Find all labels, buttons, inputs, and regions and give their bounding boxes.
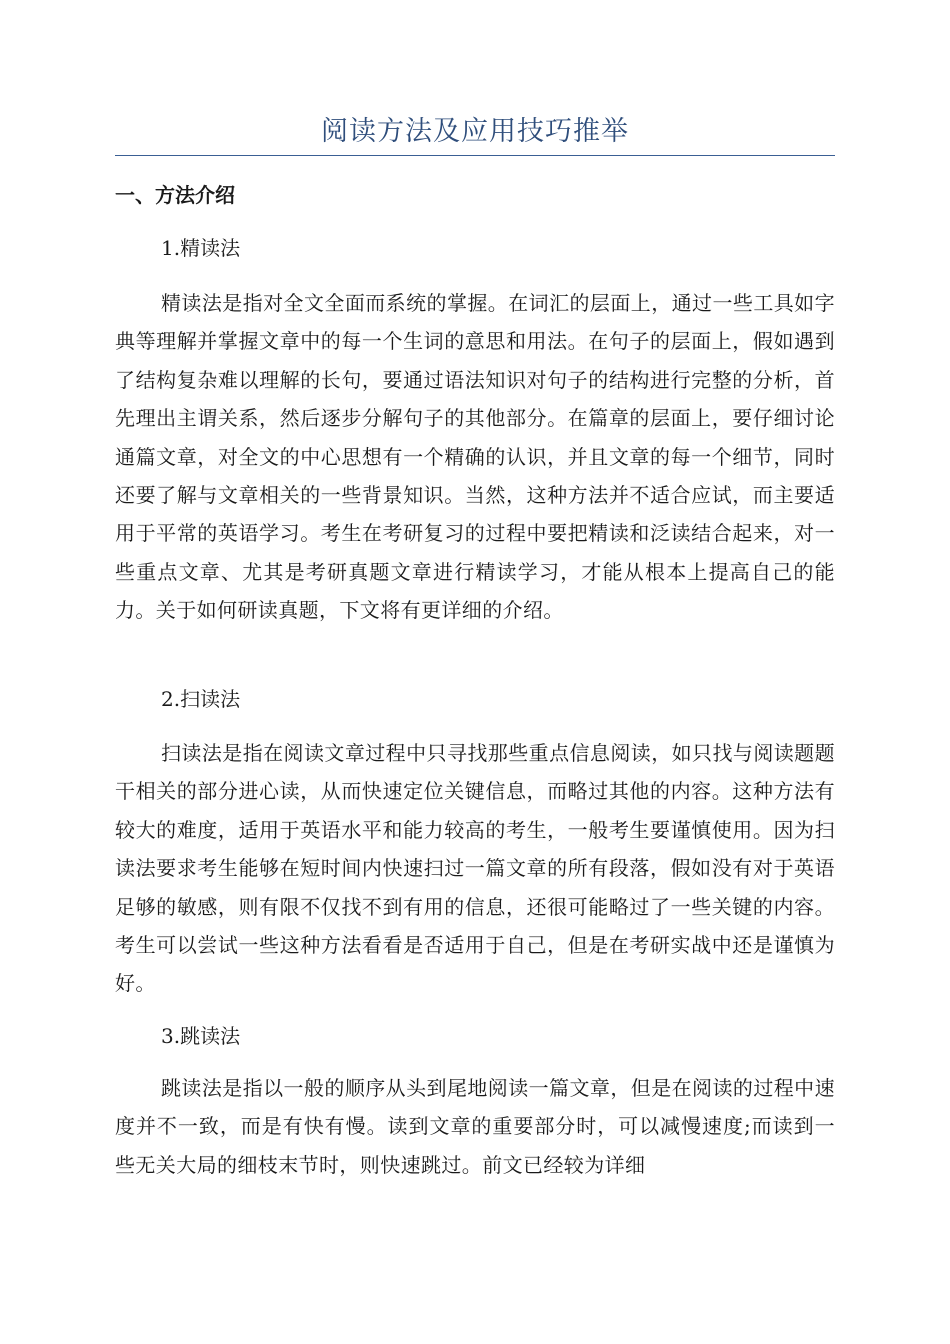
- method-body-intensive: 精读法是指对全文全面而系统的掌握。在词汇的层面上，通过一些工具如字典等理解并掌握文章中的每一个生词的意思和用法。在句子的层面上，假如遇到了结构复杂难以理解的长句，要通过语法知识对句子的结构进行完整的分析，首先理出主谓关系，然后逐步分解句子的其他部分。在篇章的层面上，要仔细讨论通篇文章，对全文的中心思想有一个精确的认识，并且文章的每一个细节，同时还要了解与文章相关的一些背景知识。当然，这种方法并不适合应试，而主要适用于平常的英语学习。考生在考研复习的过程中要把精读和泛读结合起来，对一些重点文章、尤其是考研真题文章进行精读学习，才能从根本上提高自己的能力。关于如何研读真题，下文将有更详细的介绍。: [115, 291, 835, 623]
- method-heading-scan: 2.扫读法: [161, 687, 241, 711]
- method-heading-skip: 3.跳读法: [161, 1024, 241, 1048]
- method-body-scan: 扫读法是指在阅读文章过程中只寻找那些重点信息阅读，如只找与阅读题题干相关的部分进心读，从而快速定位关键信息，而略过其他的内容。这种方法有较大的难度，适用于英语水平和能力较高的考生，一般考生要谨慎使用。因为扫读法要求考生能够在短时间内快速扫过一篇文章的所有段落，假如没有对于英语足够的敏感，则有限不仅找不到有用的信息，还很可能略过了一些关键的内容。考生可以尝试一些这种方法看看是否适用于自己，但是在考研实战中还是谨慎为好。: [115, 741, 835, 996]
- method-heading-intensive: 1.精读法: [161, 236, 241, 260]
- section-heading: 一、方法介绍: [115, 183, 235, 207]
- title-underline: [115, 155, 835, 156]
- document-title: 阅读方法及应用技巧推举: [321, 116, 629, 147]
- method-body-skip: 跳读法是指以一般的顺序从头到尾地阅读一篇文章，但是在阅读的过程中速度并不一致，而是有快有慢。读到文章的重要部分时，可以减慢速度;而读到一些无关大局的细枝末节时，则快速跳过。前文已经较为详细: [115, 1076, 835, 1177]
